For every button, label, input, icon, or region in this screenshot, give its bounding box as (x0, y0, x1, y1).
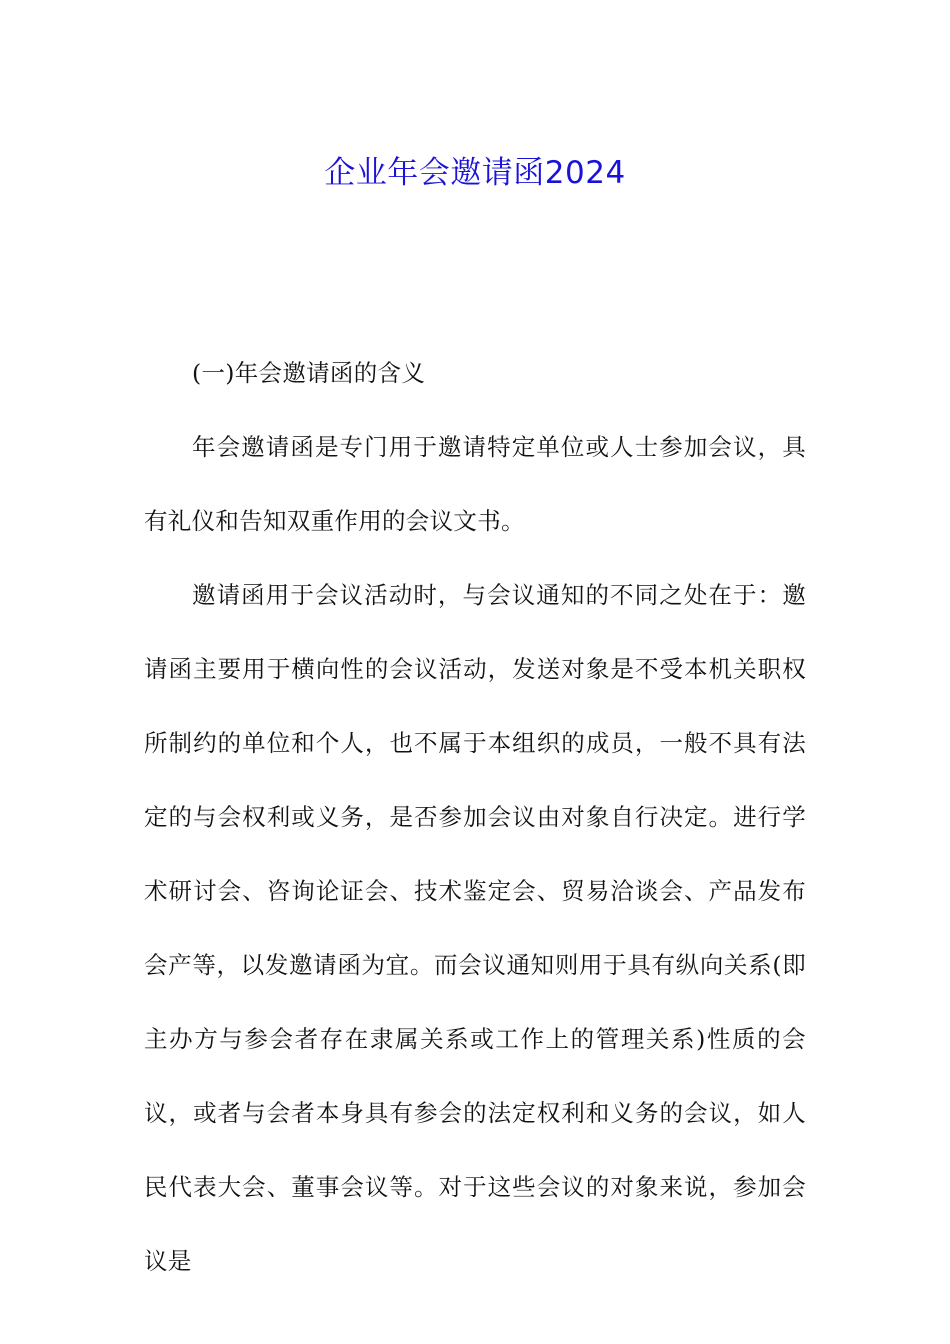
document-title: 企业年会邀请函2024 (324, 154, 626, 191)
document-body (144, 336, 806, 1298)
body-paragraph: 邀请函用于会议活动时，与会议通知的不同之处在于：邀请函主要用于横向性的会议活动，发送对象是不受本机关职权所制约的单位和个人，也不属于本组织的成员，一般不具有法定的与会权利或义务，是否参加会议由对象自行决定。进行学术研讨会、咨询论证会、技术鉴定会、贸易洽谈会、产品发布会产等，以发邀请函为宜。而会议通知则用于具有纵向关系(即主办方与参会者存在隶属关系或工作上的管理关系)性质的会议，或者与会者本身具有参会的法定权利和义务的会议，如人民代表大会、董事会议等。对于这些会议的对象来说，参加会议是 (144, 581, 806, 1275)
section-heading: (一)年会邀请函的含义 (192, 359, 426, 387)
body-paragraph: 年会邀请函是专门用于邀请特定单位或人士参加会议，具有礼仪和告知双重作用的会议文书。 (144, 433, 806, 535)
